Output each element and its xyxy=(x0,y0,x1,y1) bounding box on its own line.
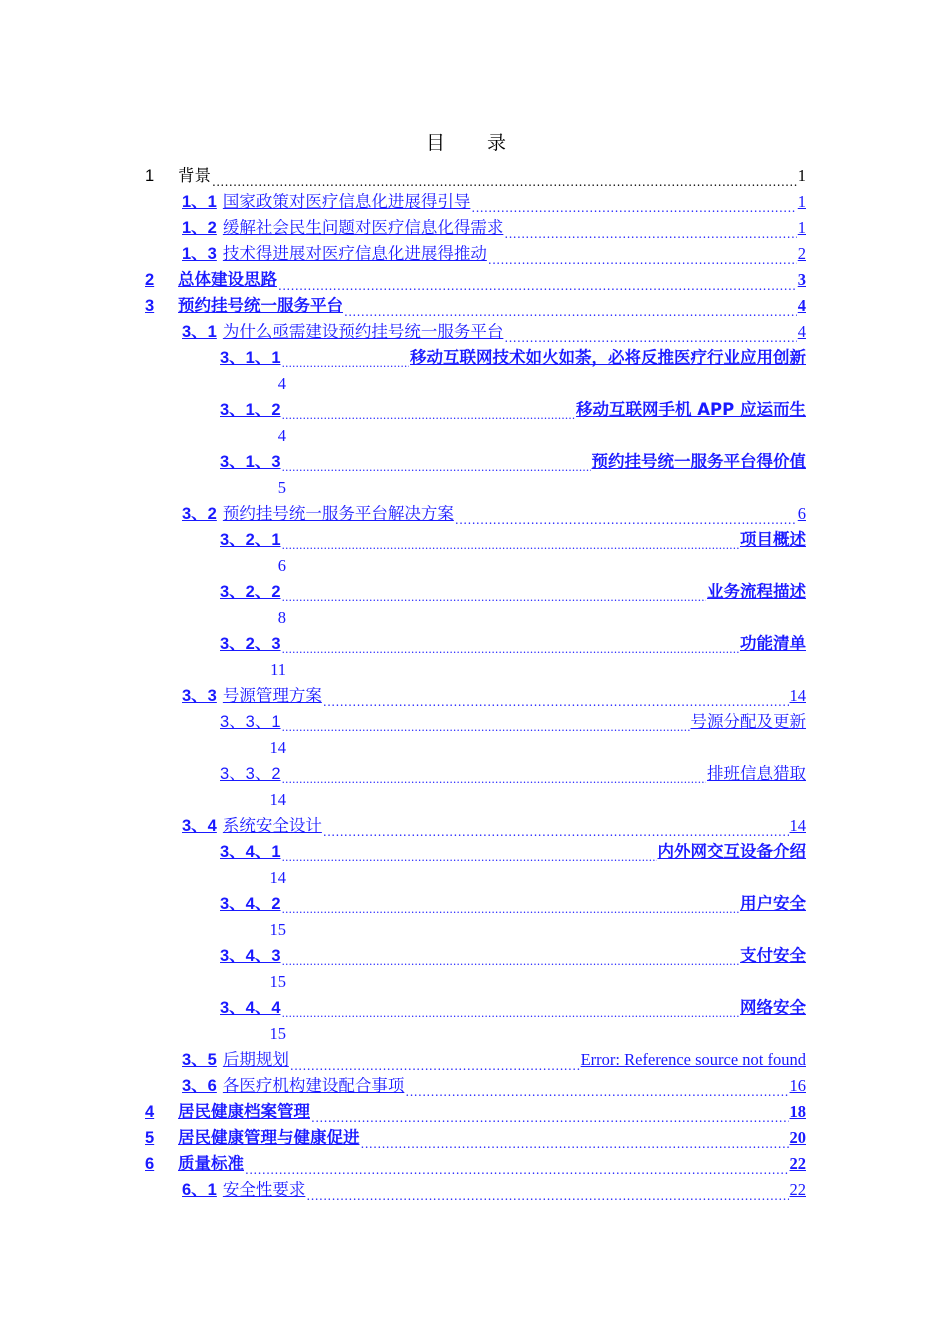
toc-entry-title: 系统安全设计 xyxy=(222,816,322,835)
toc-entry[interactable] xyxy=(145,1125,806,1151)
toc-entry-number: 3、4、4 xyxy=(220,999,281,1017)
toc-entry-number: 6 xyxy=(145,1155,155,1173)
toc-entry-number: 1、2 xyxy=(182,219,217,237)
toc-entry[interactable] xyxy=(145,1151,806,1177)
toc-entry-number: 3、1、2 xyxy=(220,401,281,419)
toc-entry-page: 18 xyxy=(789,1102,806,1121)
toc-entry-page: 3 xyxy=(797,270,806,289)
toc-entry-page: 20 xyxy=(789,1128,806,1147)
toc-entry[interactable] xyxy=(145,1177,806,1203)
toc-entry-number: 3、4、3 xyxy=(220,947,281,965)
toc-entry[interactable] xyxy=(145,995,806,1021)
toc-entry-page: Error: Reference source not found xyxy=(580,1050,806,1069)
table-of-contents xyxy=(145,163,806,1203)
toc-entry-title: 支付安全 xyxy=(740,946,806,965)
toc-leader-dots xyxy=(282,891,739,917)
toc-entry-number: 3、3 xyxy=(182,687,217,705)
toc-entry-page: 6 xyxy=(797,504,806,523)
toc-entry[interactable] xyxy=(145,215,806,241)
toc-entry-page-line[interactable] xyxy=(145,371,806,397)
toc-entry-title: 后期规划 xyxy=(222,1050,289,1069)
toc-entry-title: 业务流程描述 xyxy=(707,582,806,601)
toc-leader-dots xyxy=(212,163,797,189)
toc-entry[interactable] xyxy=(145,345,806,371)
toc-entry-page: 1 xyxy=(797,166,806,185)
toc-entry-title: 功能清单 xyxy=(740,634,806,653)
toc-entry-page: 14 xyxy=(789,686,806,705)
toc-entry-number: 5 xyxy=(145,1129,155,1147)
toc-leader-dots xyxy=(282,761,706,787)
toc-entry[interactable] xyxy=(145,319,806,345)
toc-entry-page: 14 xyxy=(269,790,286,809)
toc-entry-page-line[interactable] xyxy=(145,1021,806,1047)
toc-entry-number: 3、2、1 xyxy=(220,531,281,549)
toc-entry-page: 6 xyxy=(277,556,286,575)
toc-entry[interactable] xyxy=(145,449,806,475)
toc-entry-title: 为什么亟需建设预约挂号统一服务平台 xyxy=(222,322,504,341)
toc-entry-page: 15 xyxy=(269,1024,286,1043)
toc-entry-title: 安全性要求 xyxy=(222,1180,306,1199)
toc-leader-dots xyxy=(488,241,797,267)
toc-leader-dots xyxy=(361,1125,789,1151)
toc-entry[interactable] xyxy=(145,1099,806,1125)
toc-entry[interactable] xyxy=(145,397,806,423)
toc-entry xyxy=(145,163,806,189)
toc-entry-page-line[interactable] xyxy=(145,787,806,813)
toc-leader-dots xyxy=(323,813,789,839)
toc-leader-dots xyxy=(306,1177,788,1203)
toc-entry-page: 2 xyxy=(797,244,806,263)
toc-entry-number: 3、3、2 xyxy=(220,765,281,783)
toc-entry-number: 3、2、3 xyxy=(220,635,281,653)
toc-entry[interactable] xyxy=(145,631,806,657)
toc-leader-dots xyxy=(455,501,797,527)
toc-entry-page-line[interactable] xyxy=(145,657,806,683)
toc-entry[interactable] xyxy=(145,1073,806,1099)
toc-entry-number: 3、1 xyxy=(182,323,217,341)
toc-entry[interactable] xyxy=(145,943,806,969)
toc-entry[interactable] xyxy=(145,1047,806,1073)
toc-entry[interactable] xyxy=(145,527,806,553)
toc-entry[interactable] xyxy=(145,839,806,865)
toc-leader-dots xyxy=(282,449,591,475)
toc-leader-dots xyxy=(282,709,690,735)
toc-entry-page: 4 xyxy=(797,322,806,341)
toc-leader-dots xyxy=(504,319,796,345)
toc-entry-title: 移动互联网技术如火如荼，必将反推医疗行业应用创新 xyxy=(410,348,806,367)
toc-leader-dots xyxy=(282,579,706,605)
toc-entry[interactable] xyxy=(145,579,806,605)
toc-entry-number: 3、3、1 xyxy=(220,713,281,731)
toc-leader-dots xyxy=(290,1047,580,1073)
toc-entry-page: 4 xyxy=(277,426,286,445)
toc-entry-page-line[interactable] xyxy=(145,553,806,579)
toc-entry-title: 排班信息猎取 xyxy=(707,764,806,783)
toc-entry-title: 预约挂号统一服务平台解决方案 xyxy=(222,504,454,523)
toc-entry-page: 16 xyxy=(789,1076,806,1095)
toc-leader-dots xyxy=(471,189,796,215)
toc-entry-number: 3、2、2 xyxy=(220,583,281,601)
toc-entry-page: 14 xyxy=(789,816,806,835)
toc-entry-title: 缓解社会民生问题对医疗信息化得需求 xyxy=(222,218,504,237)
toc-entry-title: 背景 xyxy=(178,166,211,185)
toc-entry-title: 居民健康档案管理 xyxy=(178,1102,310,1121)
toc-entry-title: 预约挂号统一服务平台 xyxy=(178,296,343,315)
toc-entry-number: 3、2 xyxy=(182,505,217,523)
toc-entry[interactable] xyxy=(145,683,806,709)
toc-entry-page: 8 xyxy=(277,608,286,627)
toc-entry-title: 总体建设思路 xyxy=(178,270,277,289)
toc-leader-dots xyxy=(311,1099,789,1125)
toc-entry[interactable] xyxy=(145,293,806,319)
toc-entry-page: 15 xyxy=(269,920,286,939)
toc-leader-dots xyxy=(344,293,797,319)
toc-leader-dots xyxy=(278,267,797,293)
toc-entry-page-line[interactable] xyxy=(145,475,806,501)
toc-entry-title: 质量标准 xyxy=(178,1154,244,1173)
toc-leader-dots xyxy=(405,1073,788,1099)
toc-entry-title: 项目概述 xyxy=(740,530,806,549)
toc-entry-page: 1 xyxy=(797,192,806,211)
toc-entry-title: 技术得进展对医疗信息化进展得推动 xyxy=(222,244,487,263)
toc-leader-dots xyxy=(282,527,739,553)
toc-entry-page: 22 xyxy=(789,1180,806,1199)
toc-leader-dots xyxy=(282,839,657,865)
toc-entry-number: 3、4、2 xyxy=(220,895,281,913)
toc-leader-dots xyxy=(245,1151,789,1177)
toc-entry-page: 15 xyxy=(269,972,286,991)
toc-leader-dots xyxy=(282,345,409,371)
toc-leader-dots xyxy=(282,397,576,423)
toc-entry-page-line[interactable] xyxy=(145,969,806,995)
toc-entry-title: 各医疗机构建设配合事项 xyxy=(222,1076,405,1095)
toc-entry-page-line[interactable] xyxy=(145,917,806,943)
toc-entry-number: 2 xyxy=(145,271,155,289)
toc-entry-title: 号源管理方案 xyxy=(222,686,322,705)
toc-entry[interactable] xyxy=(145,501,806,527)
toc-entry-title: 号源分配及更新 xyxy=(690,712,806,731)
toc-entry-page: 4 xyxy=(797,296,806,315)
toc-entry-page: 4 xyxy=(277,374,286,393)
toc-entry-number: 3、6 xyxy=(182,1077,217,1095)
toc-entry-number: 3、4、1 xyxy=(220,843,281,861)
toc-leader-dots xyxy=(282,943,739,969)
toc-entry[interactable] xyxy=(145,891,806,917)
toc-title: 目 录 xyxy=(425,132,525,154)
toc-entry-page-line[interactable] xyxy=(145,605,806,631)
toc-entry[interactable] xyxy=(145,189,806,215)
toc-entry-number: 3、1、3 xyxy=(220,453,281,471)
toc-entry-number: 3、5 xyxy=(182,1051,217,1069)
toc-entry-page: 11 xyxy=(270,660,286,679)
toc-entry-number: 6、1 xyxy=(182,1181,217,1199)
toc-entry-page-line[interactable] xyxy=(145,865,806,891)
toc-entry[interactable] xyxy=(145,709,806,735)
toc-entry-number: 4 xyxy=(145,1103,155,1121)
toc-leader-dots xyxy=(282,631,739,657)
toc-entry[interactable] xyxy=(145,241,806,267)
toc-entry-title: 网络安全 xyxy=(740,998,806,1017)
toc-entry-number: 3 xyxy=(145,297,155,315)
toc-entry-page: 14 xyxy=(269,868,286,887)
toc-entry[interactable] xyxy=(145,761,806,787)
toc-entry-title: 内外网交互设备介绍 xyxy=(657,842,806,861)
toc-leader-dots xyxy=(282,995,739,1021)
toc-entry-number: 1、3 xyxy=(182,245,217,263)
toc-entry-page-line[interactable] xyxy=(145,423,806,449)
toc-entry-page: 22 xyxy=(789,1154,806,1173)
toc-entry-title: 国家政策对医疗信息化进展得引导 xyxy=(222,192,471,211)
toc-entry-page-line[interactable] xyxy=(145,735,806,761)
toc-entry-page: 5 xyxy=(277,478,286,497)
toc-entry[interactable] xyxy=(145,267,806,293)
toc-entry[interactable] xyxy=(145,813,806,839)
toc-entry-number: 1、1 xyxy=(182,193,217,211)
toc-entry-number: 3、1、1 xyxy=(220,349,281,367)
toc-entry-title: 移动互联网手机 APP 应运而生 xyxy=(576,400,806,419)
toc-entry-title: 预约挂号统一服务平台得价值 xyxy=(591,452,806,471)
toc-entry-number: 3、4 xyxy=(182,817,217,835)
toc-entry-number: 1 xyxy=(145,167,155,185)
toc-leader-dots xyxy=(504,215,796,241)
toc-leader-dots xyxy=(323,683,789,709)
toc-entry-title: 居民健康管理与健康促进 xyxy=(178,1128,360,1147)
toc-entry-page: 1 xyxy=(797,218,806,237)
toc-entry-title: 用户安全 xyxy=(740,894,806,913)
toc-entry-page: 14 xyxy=(269,738,286,757)
